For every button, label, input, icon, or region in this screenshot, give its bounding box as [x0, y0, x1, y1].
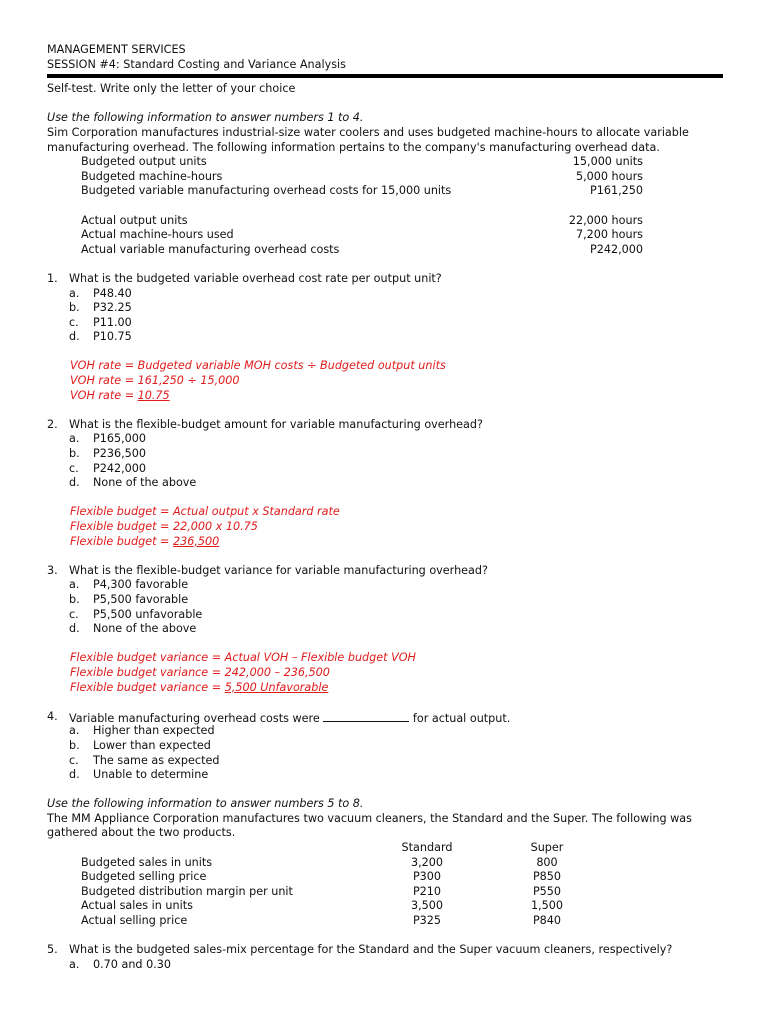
- option: b. P32.25: [69, 301, 132, 315]
- budget-row: Budgeted machine-hours 5,000 hours: [81, 169, 643, 183]
- option: b. P5,500 favorable: [69, 592, 189, 606]
- document-page: [47, 43, 723, 972]
- option: a. P48.40: [69, 286, 132, 300]
- option: c. P11.00: [69, 315, 132, 329]
- question-4: 4. Variable manufacturing overhead costs were for actual output.: [47, 709, 511, 725]
- solution-line: Flexible budget variance = 242,000 – 236,500: [70, 665, 330, 679]
- set2-para-1: The MM Appliance Corporation manufactures two vacuum cleaners, the Standard and the Super. The following was: [47, 811, 692, 825]
- option: a. P4,300 favorable: [69, 578, 189, 592]
- budget-row: Budgeted output units 15,000 units: [81, 155, 643, 169]
- solution-line: VOH rate = Budgeted variable MOH costs ÷ Budgeted output units: [70, 359, 446, 373]
- solution-answer: Flexible budget = 236,500: [70, 534, 220, 548]
- option: c. The same as expected: [69, 753, 220, 767]
- option: d. None of the above: [69, 476, 197, 490]
- set1-para-2: manufacturing overhead. The following information pertains to the company's manufacturing overhead data.: [47, 140, 660, 154]
- solution-answer: Flexible budget variance = 5,500 Unfavorable: [70, 680, 329, 694]
- table-row: Budgeted sales in units 3,200 800: [81, 855, 558, 869]
- option: c. P242,000: [69, 461, 147, 475]
- option: d. None of the above: [69, 622, 197, 636]
- header-rule: [47, 74, 723, 78]
- question-5: 5. What is the budgeted sales-mix percentage for the Standard and the Super vacuum cleaners, respectively?: [47, 943, 673, 957]
- set1-para-1: Sim Corporation manufactures industrial-size water coolers and uses budgeted machine-hours to allocate variable: [47, 125, 689, 139]
- solution-answer: VOH rate = 10.75: [70, 388, 170, 402]
- actual-row: Actual machine-hours used 7,200 hours: [81, 228, 643, 242]
- set2-intro: Use the following information to answer numbers 5 to 8.: [47, 797, 364, 811]
- actual-row: Actual variable manufacturing overhead costs P242,000: [81, 242, 643, 256]
- option: c. P5,500 unfavorable: [69, 607, 203, 621]
- option: a. 0.70 and 0.30: [69, 957, 171, 971]
- set1-intro: Use the following information to answer numbers 1 to 4.: [47, 111, 364, 125]
- solution-line: Flexible budget variance = Actual VOH – Flexible budget VOH: [70, 651, 416, 665]
- option: a. Higher than expected: [69, 724, 215, 738]
- answer-blank: [323, 710, 409, 722]
- solution-line: VOH rate = 161,250 ÷ 15,000: [70, 374, 240, 388]
- actual-row: Actual output units 22,000 hours: [81, 213, 643, 227]
- table-row: Budgeted selling price P300 P850: [81, 870, 562, 884]
- course-title: MANAGEMENT SERVICES: [47, 43, 186, 56]
- option: b. P236,500: [69, 447, 147, 461]
- option: a. P165,000: [69, 432, 147, 446]
- question-1: 1. What is the budgeted variable overhead cost rate per output unit?: [47, 271, 442, 285]
- table-row: Budgeted distribution margin per unit P210 P550: [81, 884, 562, 898]
- solution-line: Flexible budget = Actual output x Standard rate: [70, 505, 340, 519]
- option: d. Unable to determine: [69, 768, 209, 782]
- table-row: Actual sales in units 3,500 1,500: [81, 899, 564, 913]
- instruction: Self-test. Write only the letter of your choice: [47, 82, 296, 96]
- set2-para-2: gathered about the two products.: [47, 826, 236, 840]
- table-row: Actual selling price P325 P840: [81, 914, 562, 928]
- question-3: 3. What is the flexible-budget variance for variable manufacturing overhead?: [47, 563, 488, 577]
- solution-line: Flexible budget = 22,000 x 10.75: [70, 520, 258, 533]
- question-2: 2. What is the flexible-budget amount for variable manufacturing overhead?: [47, 417, 483, 431]
- session-title: SESSION #4: Standard Costing and Variance Analysis: [47, 57, 346, 71]
- table-header: Standard Super: [401, 841, 564, 855]
- option: b. Lower than expected: [69, 738, 211, 752]
- option: d. P10.75: [69, 330, 132, 344]
- budget-row: Budgeted variable manufacturing overhead costs for 15,000 units P161,250: [81, 184, 643, 198]
